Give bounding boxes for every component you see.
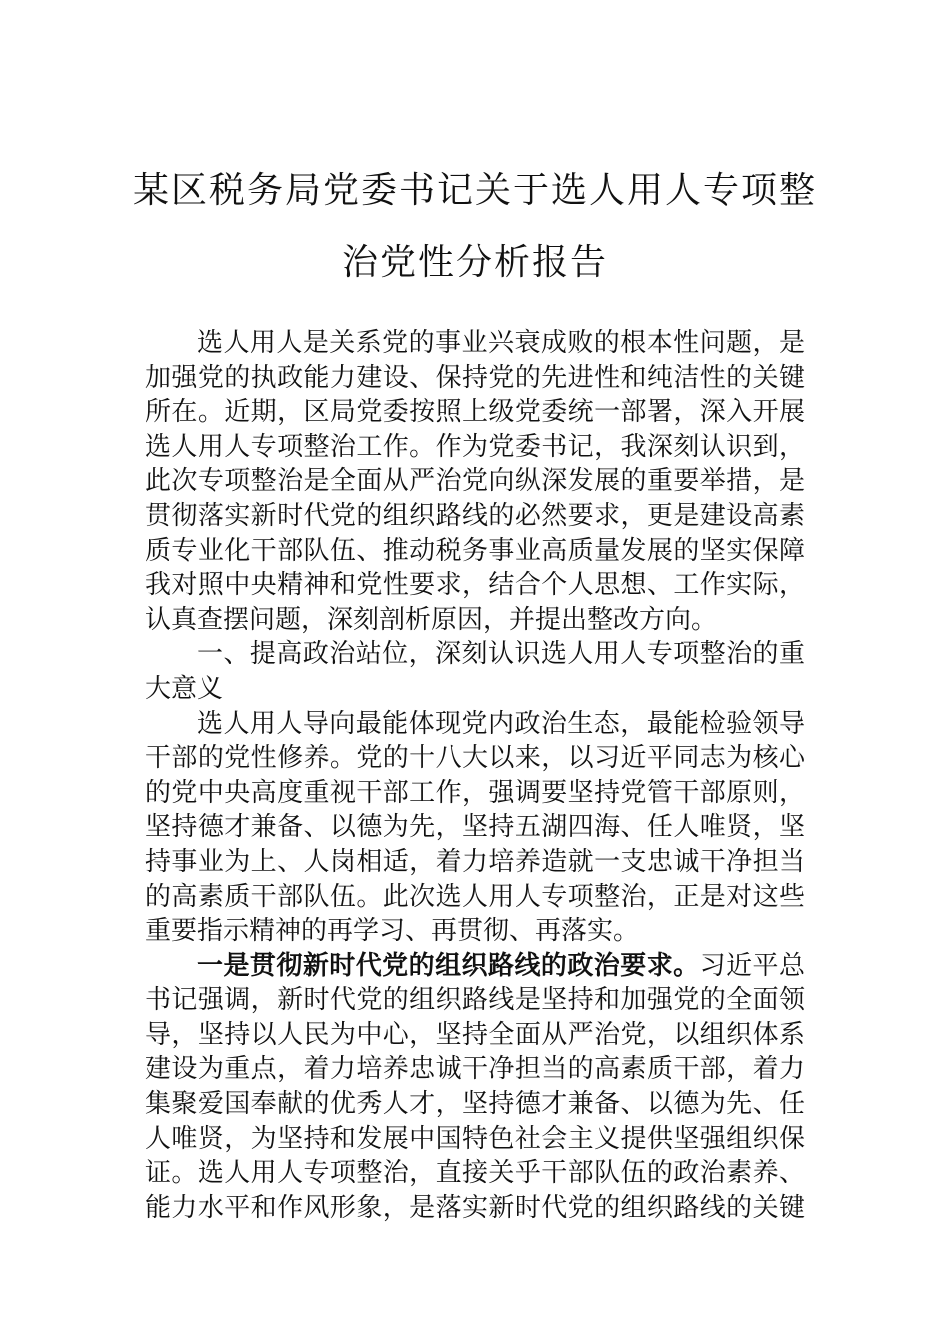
paragraph-line: 认真查摆问题，深刻剖析原因，并提出整改方向。 <box>145 604 718 635</box>
paragraph-line: 加强党的执政能力建设、保持党的先进性和纯洁性的关键 <box>145 362 805 393</box>
paragraph-line: 书记强调，新时代党的组织路线是坚持和加强党的全面领 <box>145 985 805 1016</box>
paragraph-line <box>145 949 805 984</box>
paragraph-line: 选人用人专项整治工作。作为党委书记，我深刻认识到， <box>145 431 805 462</box>
paragraph-line: 质专业化干部队伍、推动税务事业高质量发展的坚实保障 <box>145 535 805 566</box>
paragraph-line: 贯彻落实新时代党的组织路线的必然要求，更是建设高素 <box>145 500 805 531</box>
document-title-line-1: 某区税务局党委书记关于选人用人专项整 <box>132 170 817 211</box>
bold-lead: 一是贯彻新时代党的组织路线的政治要求。 <box>197 950 700 981</box>
paragraph-line: 的高素质干部队伍。此次选人用人专项整治，正是对这些 <box>145 881 805 912</box>
paragraph-line: 证。选人用人专项整治，直接关乎干部队伍的政治素养、 <box>145 1158 805 1189</box>
paragraph <box>145 326 805 637</box>
paragraph-line: 人唯贤，为坚持和发展中国特色社会主义提供坚强组织保 <box>145 1123 805 1154</box>
paragraph-line: 持事业为上、人岗相适，着力培养造就一支忠诚干净担当 <box>145 846 805 877</box>
paragraph-line: 集聚爱国奉献的优秀人才，坚持德才兼备、以德为先、任 <box>145 1089 805 1120</box>
document-title-line-2: 治党性分析报告 <box>341 242 608 283</box>
paragraph-line: 建设为重点，着力培养忠诚干净担当的高素质干部，着力 <box>145 1054 805 1085</box>
paragraph-line: 重要指示精神的再学习、再贯彻、再落实。 <box>145 916 640 947</box>
document-body <box>145 326 805 1225</box>
paragraph-line: 所在。近期，区局党委按照上级党委统一部署，深入开展 <box>145 397 805 428</box>
paragraph-line: 选人用人是关系党的事业兴衰成败的根本性问题，是 <box>197 328 805 358</box>
lead-rest: 习近平总 <box>699 950 805 981</box>
paragraph-line: 能力水平和作风形象，是落实新时代党的组织路线的关键 <box>145 1192 805 1223</box>
paragraph-line: 干部的党性修养。党的十八大以来，以习近平同志为核心 <box>145 743 805 774</box>
section-heading <box>145 637 805 706</box>
paragraph-line: 一、提高政治站位，深刻认识选人用人专项整治的重 <box>197 639 805 670</box>
paragraph <box>145 949 805 1226</box>
paragraph-line: 的党中央高度重视干部工作，强调要坚持党管干部原则， <box>145 777 805 808</box>
paragraph-line: 导，坚持以人民为中心，坚持全面从严治党，以组织体系 <box>145 1019 805 1050</box>
paragraph <box>145 707 805 949</box>
paragraph-line: 我对照中央精神和党性要求，结合个人思想、工作实际， <box>145 570 805 601</box>
paragraph-line: 大意义 <box>145 673 224 704</box>
paragraph-line: 此次专项整治是全面从严治党向纵深发展的重要举措，是 <box>145 466 805 497</box>
paragraph-line: 选人用人导向最能体现党内政治生态，最能检验领导 <box>197 708 805 739</box>
paragraph-line: 坚持德才兼备、以德为先，坚持五湖四海、任人唯贤，坚 <box>145 812 805 843</box>
